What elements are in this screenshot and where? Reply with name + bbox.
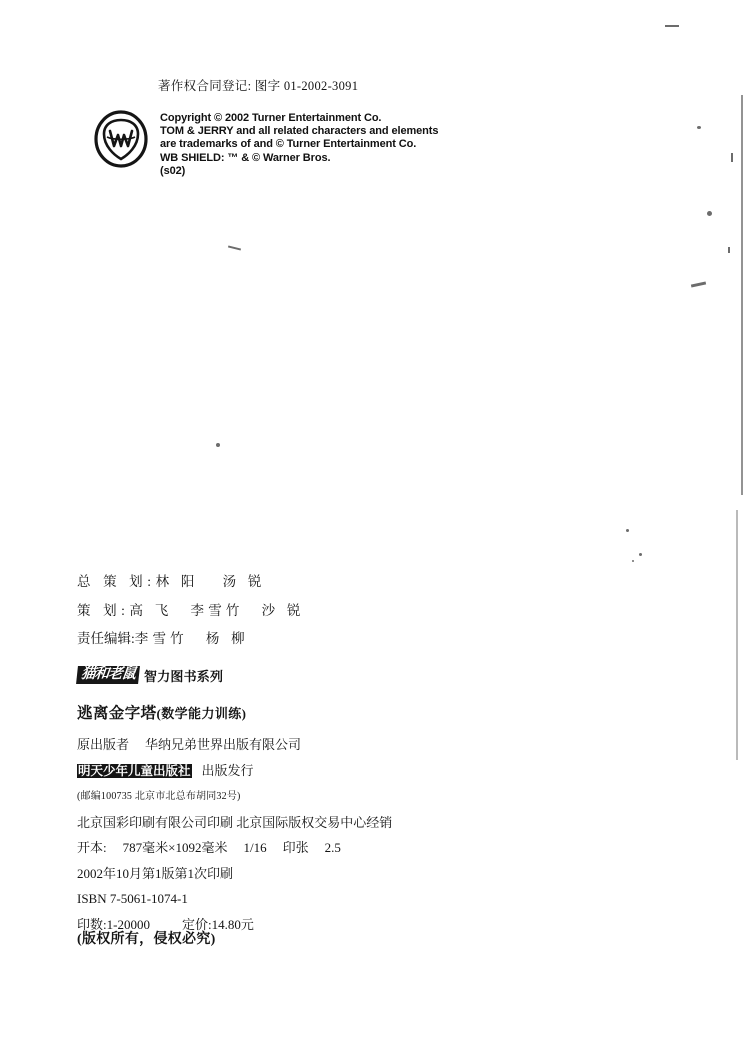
credit-row-chief-planner: [77, 568, 305, 597]
sheets-value: 2.5: [324, 840, 341, 855]
copyright-notice-block: [160, 112, 450, 178]
credit-name: 沙 锐: [261, 602, 305, 618]
credit-row-planner: [77, 597, 305, 626]
page-edge-shadow: [741, 95, 743, 495]
credit-name: 李雪竹: [134, 631, 188, 646]
publisher-role: 出版发行: [201, 762, 254, 778]
sheets-label: 印张: [282, 840, 309, 855]
original-publisher-label: 原出版者: [77, 737, 130, 752]
publication-details: [77, 732, 697, 937]
scan-artifact-dot: [216, 443, 220, 447]
wb-shield-logo: [94, 110, 148, 168]
format-ratio: 1/16: [243, 840, 267, 855]
original-publisher-value: 华纳兄弟世界出版有限公司: [145, 737, 302, 752]
rights-notice: (版权所有，侵权必究): [77, 932, 216, 947]
print-run-label: 印数:: [77, 916, 107, 932]
staff-credits: [77, 568, 305, 654]
scan-artifact-dot: [632, 560, 634, 562]
book-title: [77, 701, 246, 723]
publisher-logo: [77, 759, 192, 785]
scan-artifact-dot: [639, 553, 642, 556]
page-edge-shadow: [736, 510, 738, 760]
price-label: 定价:: [181, 916, 212, 932]
scan-artifact-top-dash: [665, 25, 679, 27]
original-publisher-row: [77, 732, 697, 758]
credit-name: 林 阳: [155, 574, 199, 589]
copyright-line: TOM & JERRY and all related characters and elements: [160, 125, 439, 138]
credit-label: 责任编辑:: [77, 631, 135, 646]
copyright-registration-line: 著作权合同登记: 图字 01-2002-3091: [158, 79, 359, 93]
scan-artifact-dot: [707, 211, 712, 216]
scan-artifact-speck: [731, 153, 733, 162]
credit-name: 杨 柳: [205, 631, 249, 646]
isbn-row: ISBN 7-5061-1074-1: [77, 891, 188, 906]
copyright-line: are trademarks of and © Turner Entertainment Co.: [160, 138, 417, 151]
series-label: 智力图书系列: [144, 669, 224, 684]
scan-artifact-dash: [228, 245, 241, 250]
format-row: [77, 835, 697, 861]
credit-label: 总 策 划:: [77, 574, 156, 589]
price-value: 14.80元: [211, 916, 254, 932]
print-run-value: 1-20000: [106, 916, 150, 932]
credit-row-editor: [77, 625, 305, 654]
credit-name: 李雪竹: [190, 602, 244, 618]
scan-artifact-dot: [697, 126, 701, 129]
format-label: 开本:: [77, 840, 107, 855]
scan-artifact-dot: [626, 529, 629, 532]
printer-distributor-row: 北京国彩印刷有限公司印刷 北京国际版权交易中心经销: [77, 814, 393, 830]
scan-artifact-speck: [728, 247, 730, 253]
copyright-line: Copyright © 2002 Turner Entertainment Co.: [160, 112, 382, 124]
publisher-logo-text: 明天少年儿童出版社: [78, 763, 191, 778]
copyright-line: (s02): [160, 164, 186, 177]
edition-row: 2002年10月第1版第1次印刷: [77, 865, 234, 881]
publisher-address: (邮编100735 北京市北总布胡同32号): [77, 791, 241, 802]
credit-label: 策 划:: [77, 602, 130, 618]
credit-name: 汤 锐: [222, 574, 266, 589]
copyright-line: WB SHIELD: ™ & © Warner Bros.: [160, 151, 331, 164]
credit-name: 高 飞: [129, 602, 173, 618]
format-value: 787毫米×1092毫米: [122, 840, 228, 855]
series-line: [77, 666, 223, 685]
tom-and-jerry-logo: 猫和老鼠: [76, 666, 140, 684]
book-title-subtitle: (数学能力训练): [156, 706, 247, 721]
book-title-main: 逃离金字塔: [77, 705, 157, 722]
publisher-row: [77, 758, 697, 785]
scan-artifact-dash: [691, 281, 706, 287]
